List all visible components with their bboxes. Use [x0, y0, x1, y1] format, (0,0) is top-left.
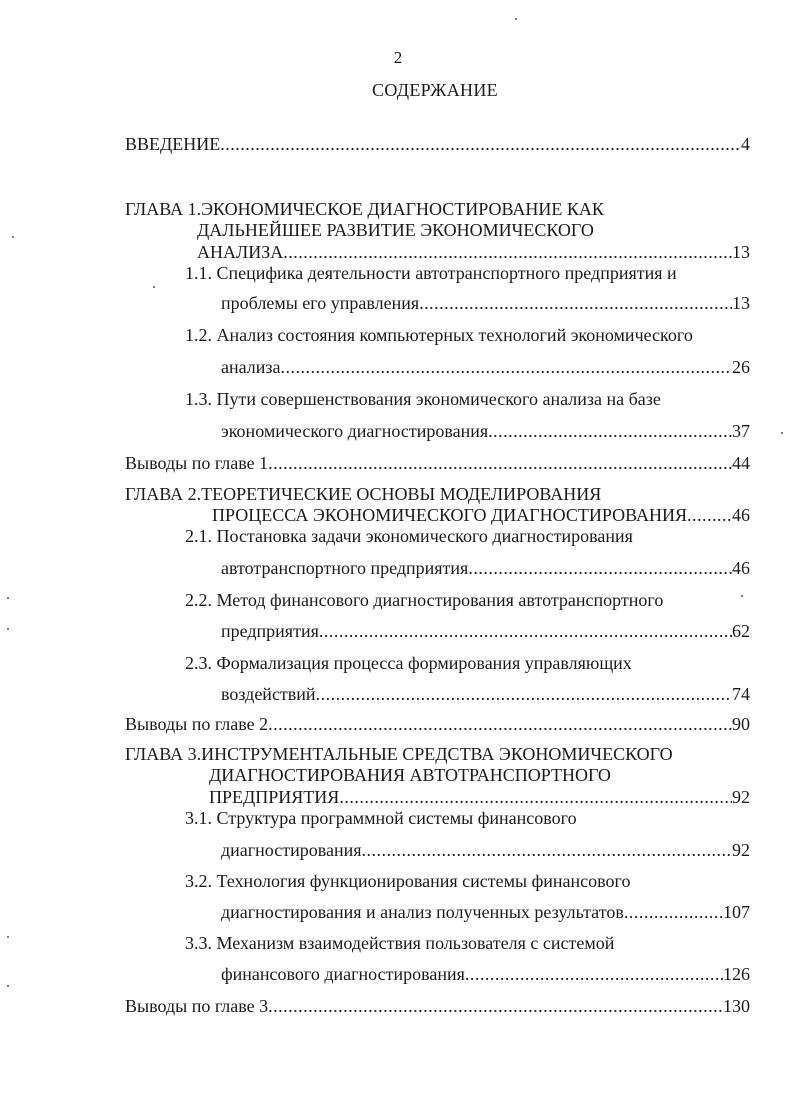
leader-dots	[220, 133, 741, 155]
leader-dots	[419, 292, 732, 314]
toc-conclusions-1	[125, 452, 750, 474]
toc-section-1-1-line2	[221, 292, 750, 314]
toc-label: Выводы по главе 3	[125, 996, 269, 1016]
scan-speck	[7, 936, 9, 938]
leader-dots	[268, 995, 723, 1017]
leader-dots	[316, 683, 732, 705]
scan-speck	[153, 286, 155, 288]
toc-chapter-3-line2: ДИАГНОСТИРОВАНИЯ АВТОТРАНСПОРТНОГО	[209, 765, 611, 785]
page-title: СОДЕРЖАНИЕ	[372, 80, 498, 100]
scan-speck	[781, 432, 783, 434]
toc-page: 46	[732, 505, 750, 525]
scan-speck	[7, 628, 9, 630]
toc-label: ПРЕДПРИЯТИЯ	[209, 787, 340, 807]
scan-speck	[515, 18, 517, 20]
leader-dots	[624, 901, 723, 923]
toc-chapter-3-line1: ГЛАВА 3.ИНСТРУМЕНТАЛЬНЫЕ СРЕДСТВА ЭКОНОМИЧЕСКОГО	[125, 744, 673, 764]
toc-page: 37	[732, 421, 750, 441]
toc-chapter-1-line1: ГЛАВА 1.ЭКОНОМИЧЕСКОЕ ДИАГНОСТИРОВАНИЕ КАК	[125, 199, 604, 219]
leader-dots	[465, 963, 723, 985]
scan-speck	[12, 236, 14, 238]
toc-section-2-1-line2	[221, 557, 750, 579]
toc-section-3-1-line1: 3.1. Структура программной системы финансового	[185, 808, 577, 828]
toc-label: предприятия	[221, 621, 319, 641]
toc-section-2-3-line2	[221, 683, 750, 705]
toc-section-1-2-line1: 1.2. Анализ состояния компьютерных технологий экономического	[185, 325, 693, 345]
toc-chapter-2-line2	[212, 504, 750, 526]
toc-chapter-1-line2: ДАЛЬНЕЙШЕЕ РАЗВИТИЕ ЭКОНОМИЧЕСКОГО	[197, 220, 594, 240]
toc-section-3-3-line1: 3.3. Механизм взаимодействия пользователя с системой	[185, 933, 615, 953]
toc-label: ВВЕДЕНИЕ	[125, 134, 221, 154]
toc-section-3-2-line2	[221, 901, 750, 923]
toc-page: 26	[732, 357, 750, 377]
toc-page: 107	[723, 902, 750, 922]
toc-section-1-3-line2	[221, 420, 750, 442]
leader-dots	[362, 839, 732, 861]
toc-page: 13	[732, 293, 750, 313]
leader-dots	[468, 557, 732, 579]
toc-label: Выводы по главе 1	[125, 453, 269, 473]
toc-label: воздействий	[221, 684, 316, 704]
toc-conclusions-2	[125, 713, 750, 735]
toc-page: 126	[723, 964, 750, 984]
toc-label: Выводы по главе 2	[125, 714, 269, 734]
scan-speck	[7, 985, 9, 987]
scan-speck	[741, 595, 743, 597]
toc-conclusions-3	[125, 995, 750, 1017]
toc-section-2-2-line1: 2.2. Метод финансового диагностирования автотранспортного	[185, 590, 664, 610]
toc-label: финансового диагностирования	[221, 964, 465, 984]
toc-label: автотранспортного предприятия	[221, 558, 469, 578]
toc-page: 74	[732, 684, 750, 704]
leader-dots	[488, 420, 732, 442]
leader-dots	[280, 356, 732, 378]
toc-section-3-2-line1: 3.2. Технология функционирования системы финансового	[185, 871, 631, 891]
toc-label: ПРОЦЕССА ЭКОНОМИЧЕСКОГО ДИАГНОСТИРОВАНИЯ	[212, 505, 687, 525]
toc-section-3-1-line2	[221, 839, 750, 861]
toc-page: 92	[732, 787, 750, 807]
toc-section-2-2-line2	[221, 620, 750, 642]
toc-chapter-3-line3	[209, 786, 750, 808]
toc-section-3-3-line2	[221, 963, 750, 985]
toc-entry-intro	[125, 133, 750, 155]
scan-speck	[7, 597, 9, 599]
toc-label: проблемы его управления	[221, 293, 420, 313]
leader-dots	[268, 452, 732, 474]
toc-page: 62	[732, 621, 750, 641]
toc-section-2-3-line1: 2.3. Формализация процесса формирования управляющих	[185, 653, 632, 673]
toc-chapter-2-line1: ГЛАВА 2.ТЕОРЕТИЧЕСКИЕ ОСНОВЫ МОДЕЛИРОВАНИЯ	[125, 484, 602, 504]
toc-page: 90	[732, 714, 750, 734]
toc-page: 13	[732, 242, 750, 262]
toc-page: 44	[732, 453, 750, 473]
toc-label: диагностирования	[221, 840, 362, 860]
toc-section-2-1-line1: 2.1. Постановка задачи экономического диагностирования	[185, 526, 633, 546]
toc-page: 130	[723, 996, 750, 1016]
toc-page: 46	[732, 558, 750, 578]
toc-label: диагностирования и анализ полученных результатов	[221, 902, 624, 922]
toc-section-1-1-line1: 1.1. Специфика деятельности автотранспортного предприятия и	[185, 263, 677, 283]
toc-page: 92	[732, 840, 750, 860]
leader-dots	[687, 504, 732, 526]
toc-label: анализа	[221, 357, 281, 377]
leader-dots	[268, 713, 732, 735]
leader-dots	[319, 620, 732, 642]
toc-label: АНАЛИЗА	[197, 242, 284, 262]
toc-chapter-1-line3	[197, 241, 750, 263]
leader-dots	[283, 241, 732, 263]
toc-section-1-3-line1: 1.3. Пути совершенствования экономического анализа на базе	[185, 389, 661, 409]
toc-section-1-2-line2	[221, 356, 750, 378]
leader-dots	[339, 786, 732, 808]
toc-label: экономического диагностирования	[221, 421, 489, 441]
page-number: 2	[393, 48, 403, 67]
toc-page: 4	[741, 134, 750, 154]
